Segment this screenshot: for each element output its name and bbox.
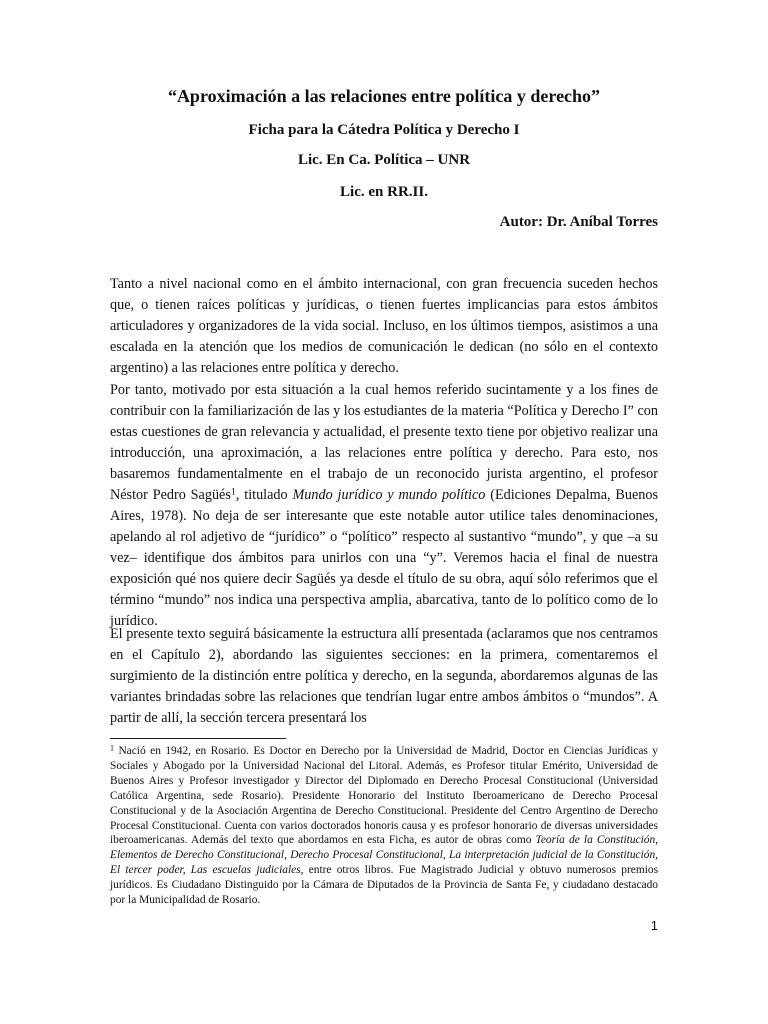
paragraph-2-text-a: Por tanto, motivado por esta situación a la cual hemos referido sucintamente y a los fines de contribuir con la familiarización de las y los estudiantes de la materia “Política y Derecho I” con estas cuestiones de gran relevancia y actualidad, el presente texto tiene por objetivo realizar una introducción, una aproximación, a las relaciones entre política y derecho. Para esto, nos basaremos fundamentalmente en el trabajo de un reconocido jurista argentino, el profesor Néstor Pedro Sagüés — [110, 382, 658, 503]
degree-line: Lic. en RR.II. — [340, 184, 428, 200]
footnote-separator — [110, 738, 286, 739]
footnote-text-b: , entre otros libros. Fue Magistrado Judicial y obtuvo numerosos premios jurídicos. Es Ciudadano Distinguido por la Cámara de Diputados de la Provincia de Santa Fe, y ciudadano destacado por la Municipalidad de Rosario. — [110, 864, 658, 907]
footnote — [110, 744, 658, 908]
footnote-marker: 1 — [110, 743, 114, 753]
body-paragraph-3: El presente texto seguirá básicamente la estructura allí presentada (aclaramos que nos centramos en el Capítulo 2), abordando las siguientes secciones: en la primera, comentaremos el surgimiento de la distinción entre política y derecho, en la segunda, abordaremos algunas de las variantes brindadas sobre las relaciones que tendrían lugar entre ambos ámbitos o “mundos”. A partir de allí, la sección tercera presentará los — [110, 626, 658, 726]
document-title: “Aproximación a las relaciones entre política y derecho” — [167, 86, 601, 106]
footnote-reference: 1 — [230, 486, 236, 498]
book-title: Mundo jurídico y mundo político — [292, 487, 486, 503]
footnote-works-list: Teoría de la Constitución, Elementos de Derecho Constitucional, Derecho Procesal Constitucional, La interpretación judicial de la Constitución, El tercer poder, Las escuelas judiciales — [110, 834, 658, 877]
body-paragraph-2 — [110, 380, 658, 632]
paragraph-2-text-b: , titulado — [235, 487, 293, 503]
author-line: Autor: Dr. Aníbal Torres — [499, 214, 658, 230]
paragraph-2-text-c: (Ediciones Depalma, Buenos Aires, 1978). No deja de ser interesante que este notable autor utilice tales denominaciones, apelando al rol adjetivo de “jurídico” o “político” respecto al sustantivo “mundo”, y que –a su vez– identifique dos ámbitos para unirlos con una “y”. Veremos hacia el final de nuestra exposición qué nos quiere decir Sagüés ya desde el título de su obra, aquí sólo referimos que el término “mundo” nos indica una perspectiva amplia, abarcativa, tanto de lo político como de lo jurídico. — [110, 487, 658, 629]
body-paragraph-1: Tanto a nivel nacional como en el ámbito internacional, con gran frecuencia suceden hechos que, o tienen raíces políticas y jurídicas, o tienen fuertes implicancias para estos ámbitos articuladores y organizadores de la vida social. Incluso, en los últimos tiempos, asistimos a una escalada en la atención que los medios de comunicación le dedican (no sólo en el contexto argentino) a las relaciones entre política y derecho. — [110, 276, 658, 376]
page-number: 1 — [650, 918, 658, 933]
course-line: Ficha para la Cátedra Política y Derecho I — [248, 122, 520, 138]
program-line: Lic. En Ca. Política – UNR — [297, 152, 471, 168]
footnote-text-a: Nació en 1942, en Rosario. Es Doctor en Derecho por la Universidad de Madrid, Doctor en Ciencias Jurídicas y Sociales y Abogado por la Universidad Nacional del Litoral. Además, es Profesor titular Emérito, Universidad de Buenos Aires y Profesor investigador y Director del Diplomado en Derecho Procesal Constitucional (Universidad Católica Argentina, sede Rosario). Presidente Honorario del Instituto Iberoamericano de Derecho Procesal Constitucional y de la Asociación Argentina de Derecho Constitucional. Presidente del Centro Argentino de Derecho Procesal Constitucional. Cuenta con varios doctorados honoris causa y es profesor honorario de diversas universidades iberoamericanas. Además del texto que abordamos en esta Ficha, es autor de obras como — [110, 745, 658, 847]
